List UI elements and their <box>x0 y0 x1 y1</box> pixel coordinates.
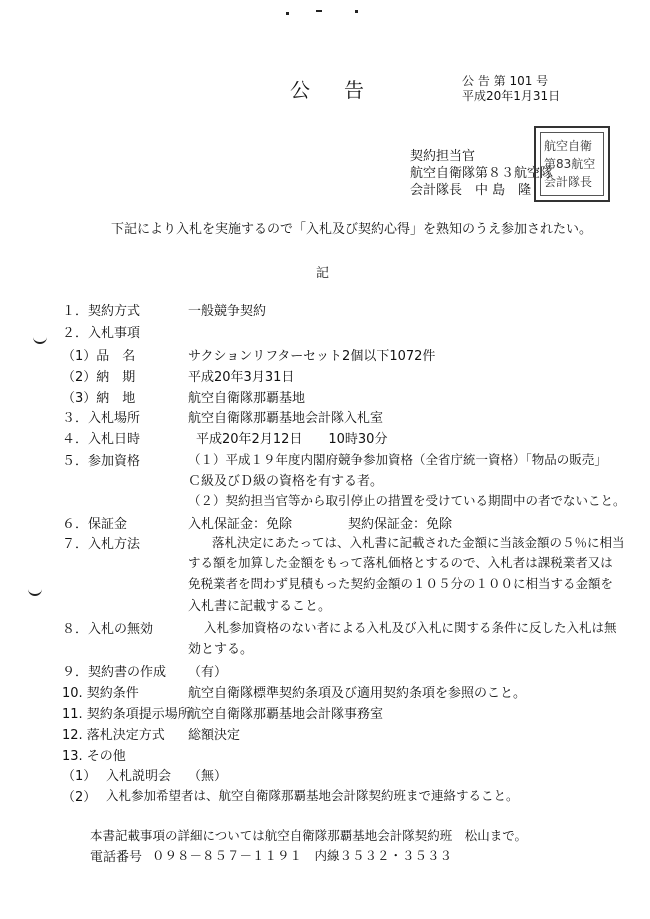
bid-method-line: 落札決定にあたっては、入札書に記載された金額に当該金額の５％に相当 <box>212 535 625 550</box>
item-label: ４．入札日時 <box>62 432 141 447</box>
item-value: 航空自衛隊那覇基地会計隊事務室 <box>188 707 384 722</box>
item-value: 一般競争契約 <box>188 304 267 319</box>
item-value: 航空自衛隊那覇基地会計隊入札室 <box>188 411 384 426</box>
item-label: ３．入札場所 <box>62 411 141 426</box>
binder-hole-mark <box>28 584 42 596</box>
invalid-bid-line: 効とする。 <box>188 642 254 657</box>
item-value: （１）平成１９年度内閣府競争参加資格（全省庁統一資格）「物品の販売」 <box>188 452 607 467</box>
item-value: 平成20年3月31日 <box>188 370 295 385</box>
item-label: （1）品 名 <box>62 349 136 364</box>
phone-label: 電話番号 <box>90 850 143 865</box>
issuer-title: 契約担当官 <box>410 149 476 164</box>
other-num: （2） <box>62 790 97 805</box>
issuer-organization: 航空自衛隊第８３航空隊 <box>410 166 554 181</box>
scan-speck <box>316 10 322 12</box>
notice-number: 公 告 第 101 号 <box>462 74 549 88</box>
item-label: 10. 契約条件 <box>62 686 139 701</box>
item-value: サクションリフターセット2個以下1072件 <box>188 349 436 364</box>
svg-text:第83航空: 第83航空 <box>544 157 596 171</box>
item-label: ６．保証金 <box>62 517 128 532</box>
item-value: 平成20年2月12日 10時30分 <box>196 432 388 447</box>
notice-date: 平成20年1月31日 <box>462 89 561 103</box>
item-label: １．契約方式 <box>62 304 141 319</box>
item-label: （3）納 地 <box>62 391 136 406</box>
issuer-name: 会計隊長 中 島 隆 <box>410 183 532 198</box>
item-label: ７．入札方法 <box>62 537 141 552</box>
svg-text:航空自衛: 航空自衛 <box>544 139 593 153</box>
item-label: ５．参加資格 <box>62 454 141 469</box>
item-label: ８．入札の無効 <box>62 622 154 637</box>
item-value: （有） <box>188 665 228 680</box>
contract-bond: 契約保証金：免除 <box>348 517 453 532</box>
svg-text:会計隊長: 会計隊長 <box>544 175 593 189</box>
bid-bond: 入札保証金：免除 <box>188 517 293 532</box>
phone-number: ０９８－８５７－１１９１ 内線３５３２・３５３３ <box>152 848 453 863</box>
document-title <box>290 74 364 103</box>
ki-heading: 記 <box>316 266 330 281</box>
invalid-bid-line: 入札参加資格のない者による入札及び入札に関する条件に反した入札は無 <box>204 620 617 635</box>
title-char-1: 公 <box>290 78 310 102</box>
title-char-2: 告 <box>344 78 364 102</box>
other-text: 入札参加希望者は、航空自衛隊那覇基地会計隊契約班まで連絡すること。 <box>106 788 519 803</box>
item-value: 航空自衛隊標準契約条項及び適用契約条項を参照のこと。 <box>188 686 527 701</box>
qualification-2: （２）契約担当官等から取引停止の措置を受けている期間中の者でないこと。 <box>188 493 626 508</box>
other-num: （1） <box>62 769 97 784</box>
footer-line: 本書記載事項の詳細については航空自衛隊那覇基地会計隊契約班 松山まで。 <box>90 828 528 843</box>
qualification-continued: Ｃ級及びＤ級の資格を有する者。 <box>188 474 384 489</box>
item-label: 13. その他 <box>62 749 126 764</box>
item-value: 総額決定 <box>188 728 241 743</box>
bid-method-line: 免税業者を問わず見積もった契約金額の１０５分の１００に相当する金額を <box>188 576 614 591</box>
item-label: ２．入札事項 <box>62 326 141 341</box>
bid-method-line: する額を加算した金額をもって落札価格とするので、入札者は課税業者又は <box>188 555 613 570</box>
item-label: ９．契約書の作成 <box>62 665 167 680</box>
scan-speck <box>355 10 358 13</box>
item-label: （2）納 期 <box>62 370 136 385</box>
intro-text: 下記により入札を実施するので「入札及び契約心得」を熟知のうえ参加されたい。 <box>111 222 593 237</box>
binder-hole-mark <box>33 332 47 344</box>
other-text: 入札説明会 <box>106 769 172 784</box>
item-value: 航空自衛隊那覇基地 <box>188 391 306 406</box>
bid-method-line: 入札書に記載すること。 <box>188 599 332 614</box>
item-label: 11. 契約条項提示場所 <box>62 707 191 722</box>
scan-speck <box>286 12 289 15</box>
other-value: （無） <box>188 769 228 784</box>
official-seal <box>534 126 610 202</box>
item-label: 12. 落札決定方式 <box>62 728 165 743</box>
